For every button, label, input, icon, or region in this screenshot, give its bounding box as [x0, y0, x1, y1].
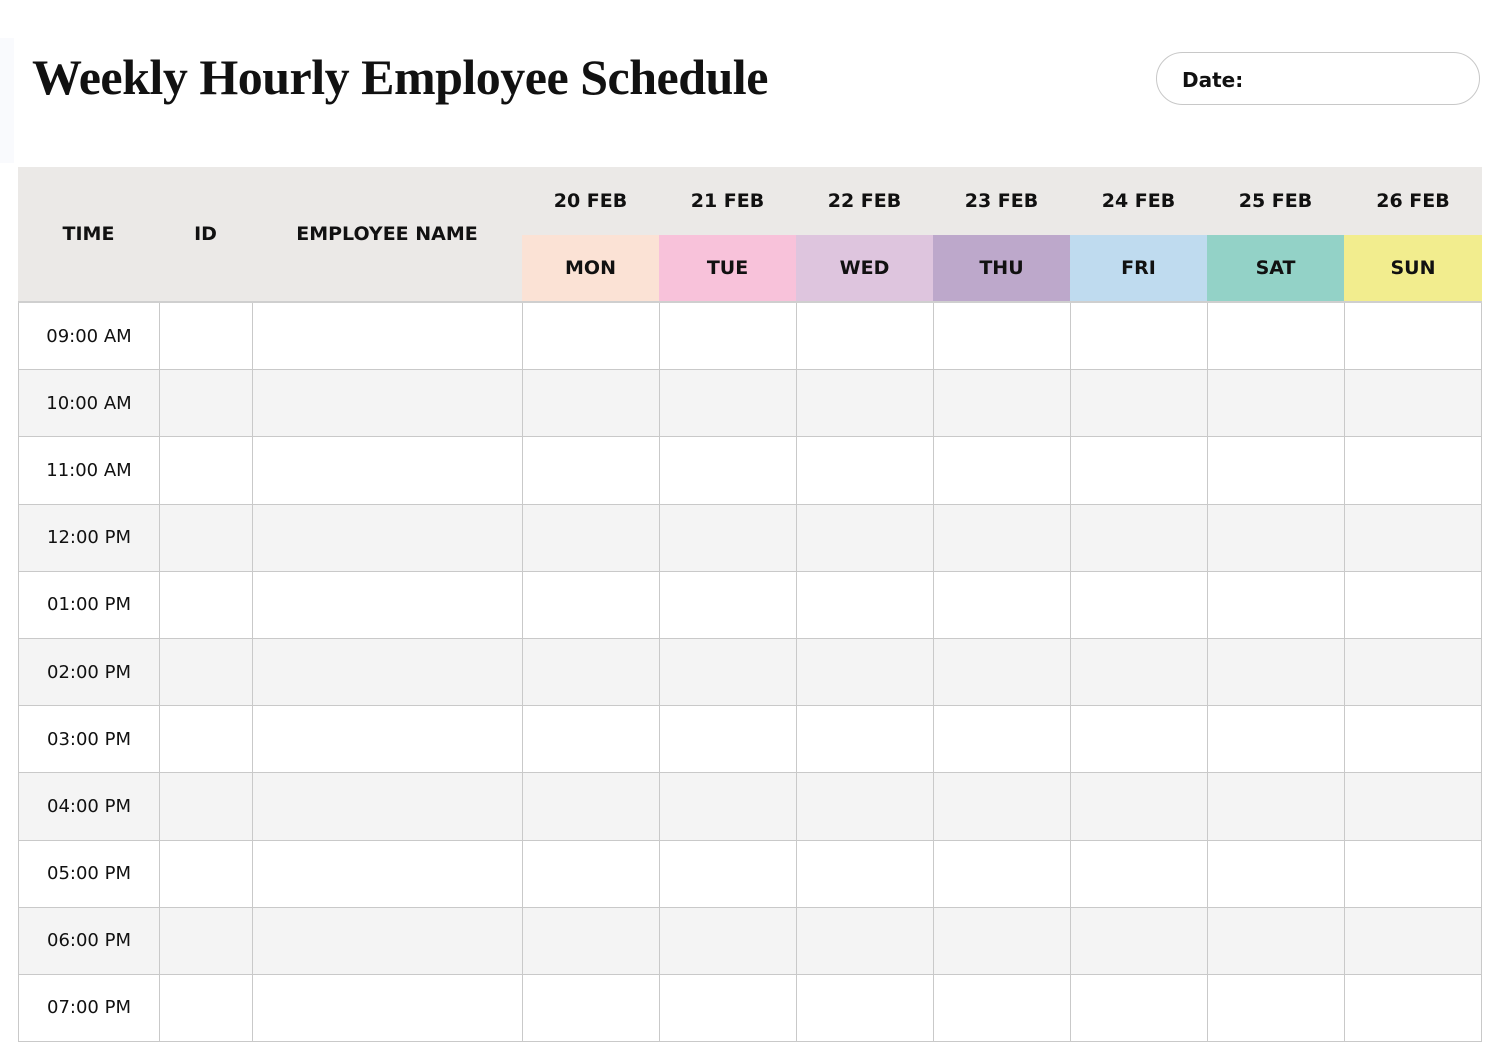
shift-cell[interactable] — [933, 773, 1070, 839]
day-name: SUN — [1344, 235, 1482, 301]
day-name: SAT — [1207, 235, 1344, 301]
shift-cell[interactable] — [1207, 370, 1344, 436]
shift-cell[interactable] — [1207, 975, 1344, 1041]
table-row — [18, 303, 1482, 370]
shift-cell[interactable] — [522, 841, 659, 907]
shift-cell[interactable] — [659, 975, 796, 1041]
table-row — [18, 975, 1482, 1042]
day-name: THU — [933, 235, 1070, 301]
shift-cell[interactable] — [659, 370, 796, 436]
time-cell: 10:00 AM — [18, 370, 159, 436]
time-cell: 02:00 PM — [18, 639, 159, 705]
shift-cell[interactable] — [522, 437, 659, 503]
shift-cell[interactable] — [1207, 841, 1344, 907]
time-cell: 04:00 PM — [18, 773, 159, 839]
shift-cell[interactable] — [1344, 370, 1482, 436]
shift-cell[interactable] — [1207, 908, 1344, 974]
day-date: 24 FEB — [1101, 190, 1176, 212]
shift-cell[interactable] — [659, 773, 796, 839]
shift-cell[interactable] — [659, 639, 796, 705]
shift-cell[interactable] — [1344, 975, 1482, 1041]
shift-cell[interactable] — [659, 505, 796, 571]
shift-cell[interactable] — [522, 639, 659, 705]
shift-cell[interactable] — [659, 303, 796, 369]
shift-cell[interactable] — [522, 706, 659, 772]
day-date: 20 FEB — [553, 190, 628, 212]
table-body — [18, 303, 1482, 1042]
id-cell[interactable] — [159, 639, 252, 705]
day-name: WED — [796, 235, 933, 301]
shift-cell[interactable] — [1344, 908, 1482, 974]
shift-cell[interactable] — [933, 437, 1070, 503]
employee-name-cell[interactable] — [252, 975, 522, 1041]
time-cell: 06:00 PM — [18, 908, 159, 974]
shift-cell[interactable] — [522, 773, 659, 839]
shift-cell[interactable] — [659, 706, 796, 772]
shift-cell[interactable] — [796, 773, 933, 839]
shift-cell[interactable] — [933, 975, 1070, 1041]
shift-cell[interactable] — [1344, 706, 1482, 772]
day-column-header — [933, 167, 1070, 301]
id-cell[interactable] — [159, 370, 252, 436]
id-cell[interactable] — [159, 841, 252, 907]
shift-cell[interactable] — [933, 706, 1070, 772]
shift-cell[interactable] — [659, 572, 796, 638]
employee-name-cell[interactable] — [252, 841, 522, 907]
id-cell[interactable] — [159, 773, 252, 839]
shift-cell[interactable] — [796, 505, 933, 571]
time-cell: 07:00 PM — [18, 975, 159, 1041]
time-cell: 01:00 PM — [18, 572, 159, 638]
day-column-header — [1070, 167, 1207, 301]
day-date: 23 FEB — [964, 190, 1039, 212]
shift-cell[interactable] — [1344, 505, 1482, 571]
shift-cell[interactable] — [933, 572, 1070, 638]
shift-cell[interactable] — [659, 908, 796, 974]
shift-cell[interactable] — [1070, 706, 1207, 772]
id-cell[interactable] — [159, 505, 252, 571]
shift-cell[interactable] — [1070, 370, 1207, 436]
shift-cell[interactable] — [796, 639, 933, 705]
shift-cell[interactable] — [1070, 572, 1207, 638]
shift-cell[interactable] — [1344, 639, 1482, 705]
shift-cell[interactable] — [933, 841, 1070, 907]
shift-cell[interactable] — [1070, 505, 1207, 571]
shift-cell[interactable] — [522, 505, 659, 571]
shift-cell[interactable] — [522, 303, 659, 369]
shift-cell[interactable] — [1207, 706, 1344, 772]
shift-cell[interactable] — [1207, 437, 1344, 503]
shift-cell[interactable] — [933, 639, 1070, 705]
day-date: 22 FEB — [827, 190, 902, 212]
employee-name-cell[interactable] — [252, 639, 522, 705]
day-name: FRI — [1070, 235, 1207, 301]
left-edge-strip — [0, 38, 14, 163]
id-cell[interactable] — [159, 706, 252, 772]
table-row — [18, 706, 1482, 773]
shift-cell[interactable] — [796, 908, 933, 974]
day-column-header — [796, 167, 933, 301]
day-column-header — [1207, 167, 1344, 301]
employee-name-cell[interactable] — [252, 505, 522, 571]
table-row — [18, 773, 1482, 840]
id-cell[interactable] — [159, 908, 252, 974]
shift-cell[interactable] — [659, 437, 796, 503]
day-name: TUE — [659, 235, 796, 301]
shift-cell[interactable] — [1070, 773, 1207, 839]
table-row — [18, 908, 1482, 975]
table-row — [18, 639, 1482, 706]
day-column-header — [1344, 167, 1482, 301]
id-cell[interactable] — [159, 303, 252, 369]
shift-cell[interactable] — [1070, 908, 1207, 974]
shift-cell[interactable] — [1207, 773, 1344, 839]
page-title: Weekly Hourly Employee Schedule — [32, 49, 768, 105]
day-name: MON — [522, 235, 659, 301]
day-date: 26 FEB — [1376, 190, 1450, 212]
table-row — [18, 572, 1482, 639]
shift-cell[interactable] — [1207, 303, 1344, 369]
table-row — [18, 437, 1482, 504]
time-cell: 12:00 PM — [18, 505, 159, 571]
shift-cell[interactable] — [522, 908, 659, 974]
time-cell: 09:00 AM — [18, 303, 159, 369]
shift-cell[interactable] — [522, 370, 659, 436]
shift-cell[interactable] — [1070, 639, 1207, 705]
shift-cell[interactable] — [1207, 572, 1344, 638]
shift-cell[interactable] — [796, 706, 933, 772]
shift-cell[interactable] — [1207, 505, 1344, 571]
day-date: 25 FEB — [1238, 190, 1313, 212]
shift-cell[interactable] — [796, 975, 933, 1041]
shift-cell[interactable] — [1344, 773, 1482, 839]
shift-cell[interactable] — [1344, 572, 1482, 638]
id-cell[interactable] — [159, 437, 252, 503]
shift-cell[interactable] — [1344, 841, 1482, 907]
shift-cell[interactable] — [1070, 437, 1207, 503]
table-header — [18, 167, 1482, 303]
shift-cell[interactable] — [1070, 303, 1207, 369]
day-column-header — [659, 167, 796, 301]
shift-cell[interactable] — [933, 370, 1070, 436]
employee-name-cell[interactable] — [252, 773, 522, 839]
time-cell: 11:00 AM — [18, 437, 159, 503]
shift-cell[interactable] — [796, 572, 933, 638]
shift-cell[interactable] — [933, 303, 1070, 369]
shift-cell[interactable] — [659, 841, 796, 907]
shift-cell[interactable] — [796, 437, 933, 503]
shift-cell[interactable] — [1344, 303, 1482, 369]
schedule-table — [18, 167, 1482, 1042]
shift-cell[interactable] — [1207, 639, 1344, 705]
shift-cell[interactable] — [522, 975, 659, 1041]
employee-name-cell[interactable] — [252, 706, 522, 772]
shift-cell[interactable] — [796, 303, 933, 369]
time-cell: 03:00 PM — [18, 706, 159, 772]
header-id: ID — [194, 223, 217, 245]
shift-cell[interactable] — [522, 572, 659, 638]
shift-cell[interactable] — [796, 370, 933, 436]
table-row — [18, 370, 1482, 437]
time-cell: 05:00 PM — [18, 841, 159, 907]
id-cell[interactable] — [159, 572, 252, 638]
employee-name-cell[interactable] — [252, 908, 522, 974]
day-column-header — [522, 167, 659, 301]
date-field[interactable] — [1156, 52, 1480, 105]
id-cell[interactable] — [159, 975, 252, 1041]
shift-cell[interactable] — [1070, 841, 1207, 907]
employee-name-cell[interactable] — [252, 572, 522, 638]
header-employee-name: EMPLOYEE NAME — [296, 223, 478, 245]
employee-name-cell[interactable] — [252, 437, 522, 503]
shift-cell[interactable] — [933, 908, 1070, 974]
employee-name-cell[interactable] — [252, 303, 522, 369]
date-label: Date: — [1182, 68, 1244, 92]
day-date: 21 FEB — [690, 190, 765, 212]
shift-cell[interactable] — [1344, 437, 1482, 503]
shift-cell[interactable] — [1070, 975, 1207, 1041]
table-row — [18, 505, 1482, 572]
employee-name-cell[interactable] — [252, 370, 522, 436]
table-row — [18, 841, 1482, 908]
header-time: TIME — [62, 223, 115, 245]
shift-cell[interactable] — [796, 841, 933, 907]
shift-cell[interactable] — [933, 505, 1070, 571]
